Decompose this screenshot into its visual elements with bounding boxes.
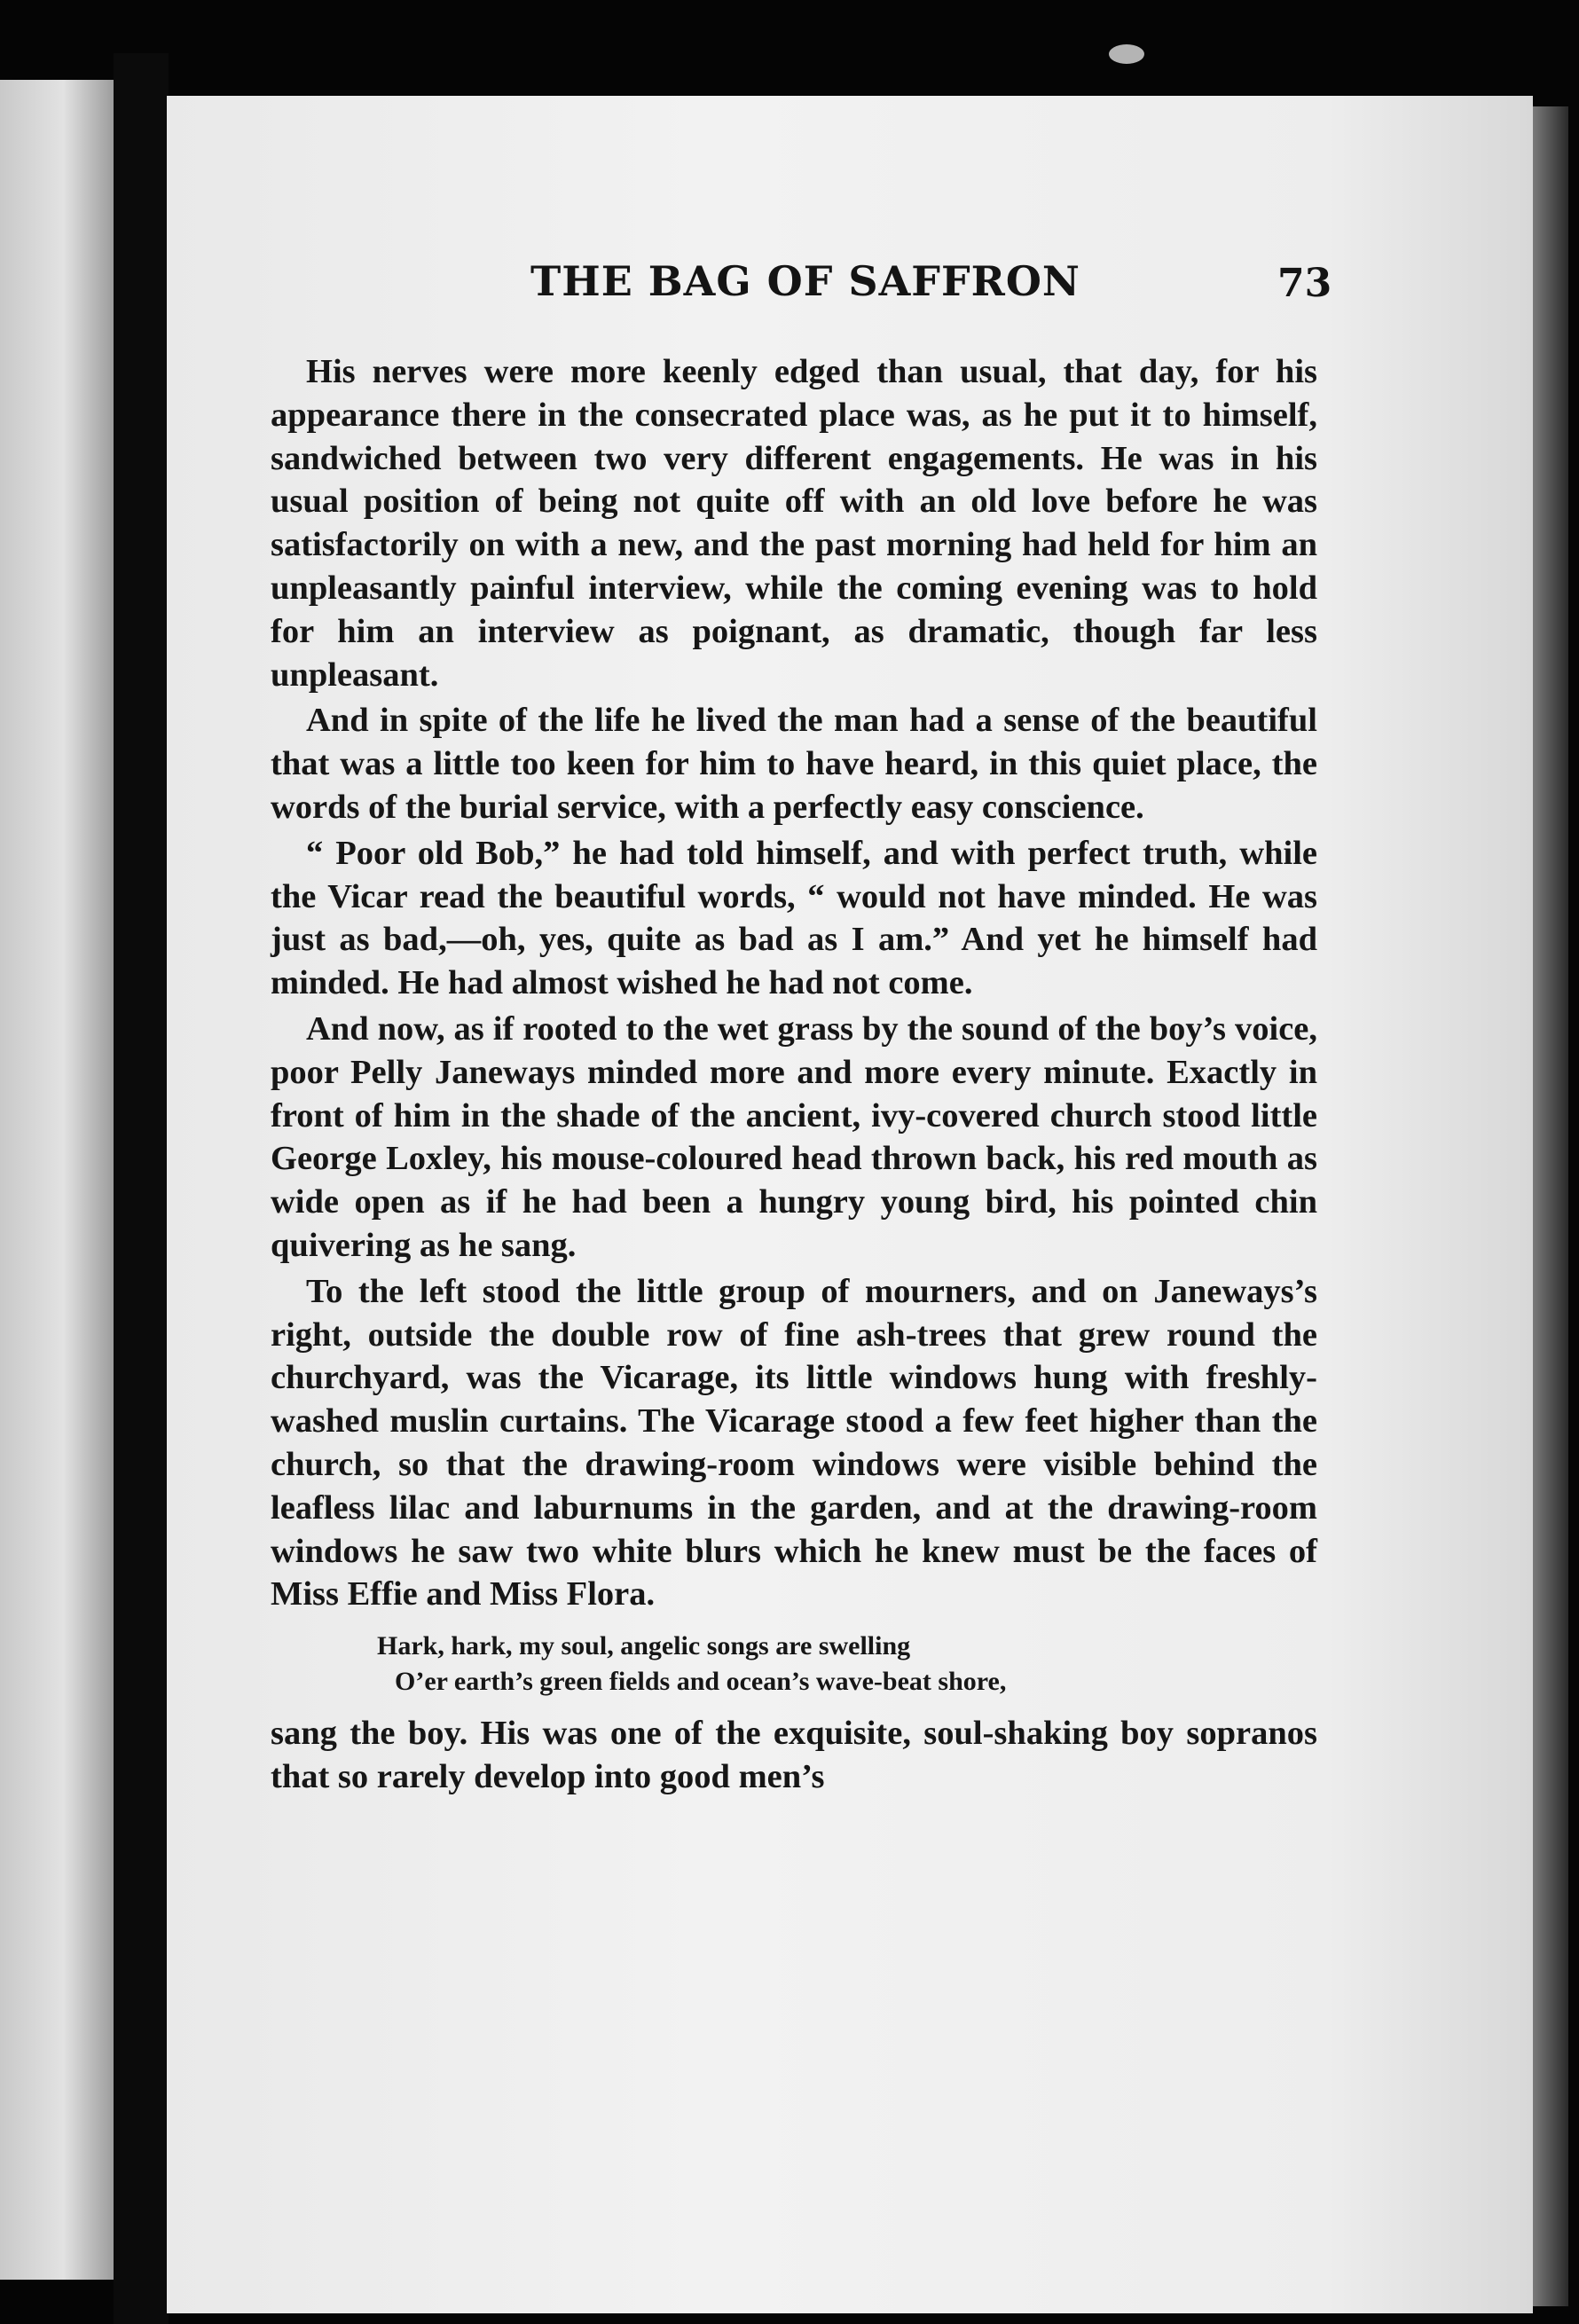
running-head: THE BAG OF SAFFRON [530, 257, 1080, 305]
hymn-verse [377, 1629, 1317, 1700]
verse-line: O’er earth’s green fields and ocean’s wave-beat shore, [395, 1667, 1007, 1697]
paragraph: “ Poor old Bob,” he had told himself, and with perfect truth, while the Vicar read the beautiful words, “ would not have minded. He was just as bad,—oh, yes, quite as bad as I am.” And yet he himself had minded. He had almost wished he had not come. [271, 834, 1317, 1002]
paragraph: And in spite of the life he lived the man had a sense of the beautiful that was a little too keen for him to have heard, in this quiet place, the words of the burial service, with a perfectly easy conscience. [271, 702, 1317, 826]
scan-blemish [1109, 44, 1144, 64]
body-text [271, 350, 1317, 1799]
paragraph: His nerves were more keenly edged than usual, that day, for his appearance there in the consecrated place was, as he put it to himself, sandwiched between two very different engagements. He was in his usual position of being not quite off with an old love before he was satisfactorily on with a new, and the past morning had held for him an unpleasantly painful interview, while the coming evening was to hold for him an interview as poignant, as dramatic, though far less unpleasant. [271, 353, 1317, 694]
verse-line: Hark, hark, my soul, angelic songs are swelling [377, 1631, 911, 1661]
page-number: 73 [1277, 261, 1332, 306]
paragraph: To the left stood the little group of mourners, and on Janeways’s right, outside the double row of fine ash-trees that grew round the churchyard, was the Vicarage, its little windows hung with freshly-washed muslin curtains. The Vicarage stood a few feet higher than the church, so that the drawing-room windows were visible behind the leafless lilac and laburnums in the garden, and at the drawing-room windows he saw two white blurs which he knew must be the faces of Miss Effie and Miss Flora. [271, 1272, 1317, 1613]
book-gutter [114, 53, 169, 2324]
closing-paragraph: sang the boy. His was one of the exquisite, soul-shaking boy sopranos that so rarely develop into good men’s [271, 1715, 1317, 1795]
page-edge-shadow [1533, 106, 1568, 2306]
facing-page-edge [0, 80, 115, 2280]
paragraph: And now, as if rooted to the wet grass by the sound of the boy’s voice, poor Pelly Janeways minded more and more every minute. Exactly in front of him in the shade of the ancient, ivy-covered church stood little George Loxley, his mouse-coloured head thrown back, his red mouth as wide open as if he had been a hungry young bird, his pointed chin quivering as he sang. [271, 1009, 1317, 1264]
